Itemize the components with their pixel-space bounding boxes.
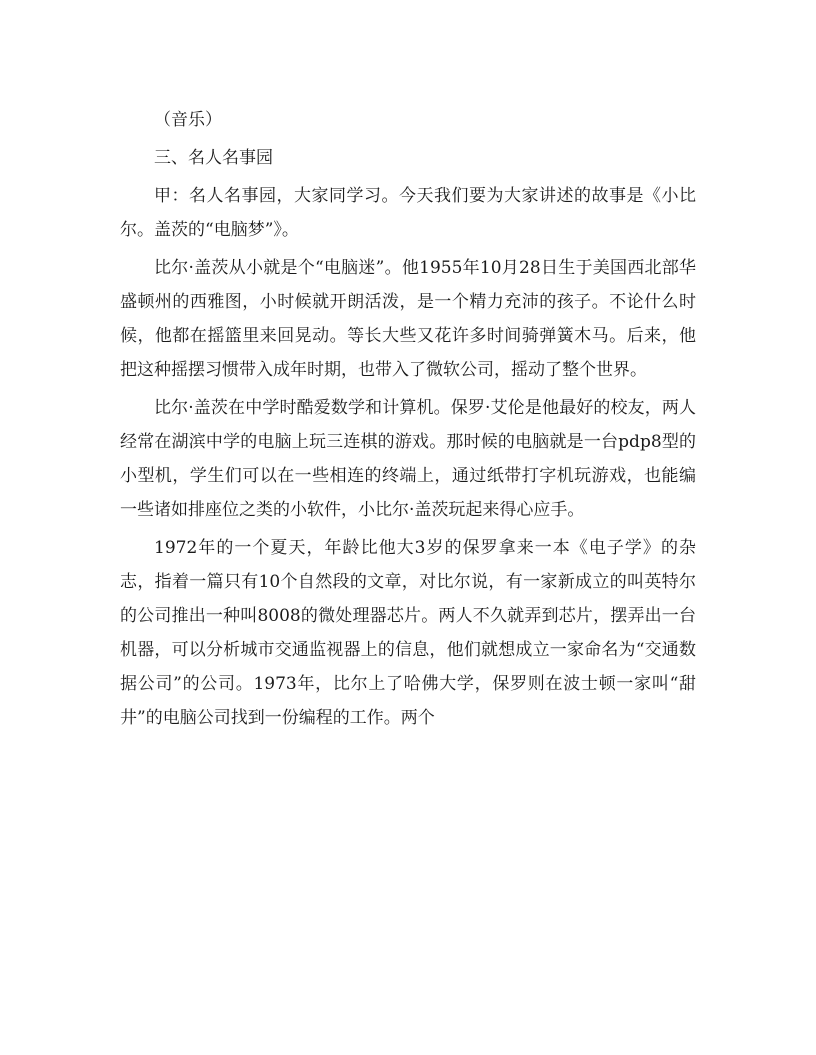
section-heading-famous-people: 三、名人名事园 — [154, 148, 273, 168]
paragraph-gates-childhood: 比尔·盖茨从小就是个“电脑迷”。他1955年10月28日生于美国西北部华盛顿州的西雅图，小时候就开朗活泼，是一个精力充沛的孩子。不论什么时候，他都在摇篮里来回晃动。等长大些又花许多时间骑弹簧木马。后来，他把这种摇摆习惯带入成年时期，也带入了微软公司，摇动了整个世界。 — [120, 258, 696, 380]
paragraph-music-note: （音乐） — [154, 110, 222, 130]
paragraph-gates-school: 比尔·盖茨在中学时酷爱数学和计算机。保罗·艾伦是他最好的校友，两人经常在湖滨中学的电脑上玩三连棋的游戏。那时候的电脑就是一台pdp8型的小型机，学生们可以在一些相连的终端上，通过纸带打字机玩游戏，也能编一些诸如排座位之类的小软件，小比尔·盖茨玩起来得心应手。 — [120, 398, 696, 520]
document-body — [120, 103, 696, 739]
paragraph-gates-1972: 1972年的一个夏天，年龄比他大3岁的保罗拿来一本《电子学》的杂志，指着一篇只有10个自然段的文章，对比尔说，有一家新成立的叫英特尔的公司推出一种叫8008的微处理器芯片。两人不久就弄到芯片，摆弄出一台机器，可以分析城市交通监视器上的信息，他们就想成立一家命名为“交通数据公司”的公司。1973年，比尔上了哈佛大学，保罗则在波士顿一家叫“甜井”的电脑公司找到一份编程的工作。两个 — [120, 538, 696, 728]
paragraph-host-intro: 甲：名人名事园，大家同学习。今天我们要为大家讲述的故事是《小比尔。盖茨的“电脑梦”》。 — [120, 186, 696, 240]
